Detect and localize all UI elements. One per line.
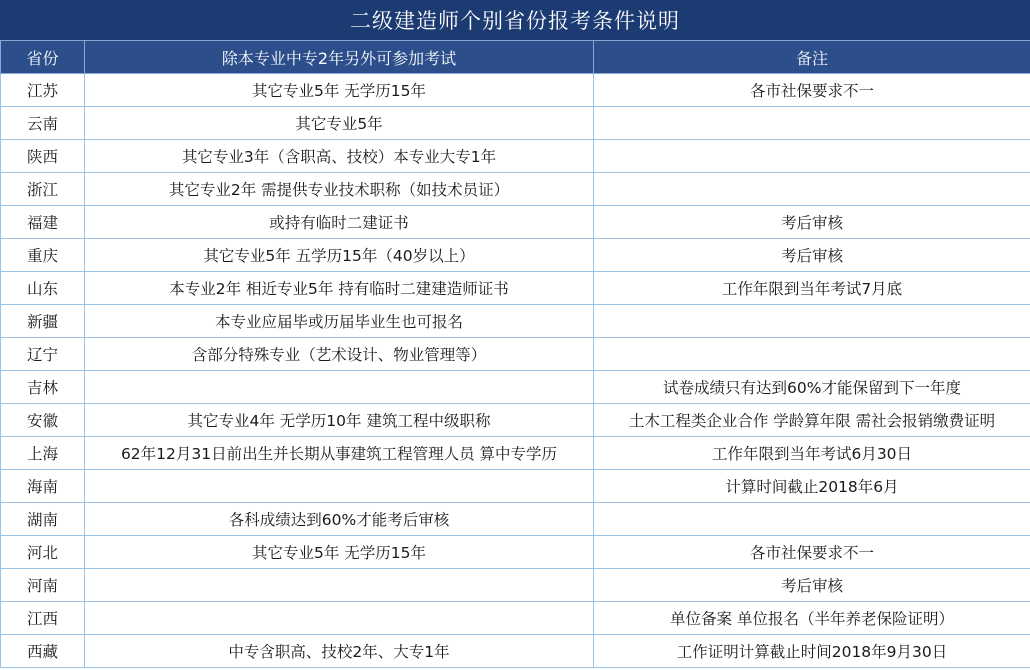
province-cell: 云南: [1, 107, 85, 140]
table-row: [1, 173, 1030, 206]
note-cell: 单位备案 单位报名（半年养老保险证明）: [594, 602, 1030, 635]
province-cell: 湖南: [1, 503, 85, 536]
province-cell: 重庆: [1, 239, 85, 272]
note-cell: 考后审核: [594, 569, 1030, 602]
note-cell: [594, 107, 1030, 140]
province-cell: 海南: [1, 470, 85, 503]
table-row: [1, 338, 1030, 371]
condition-cell: [85, 569, 594, 602]
province-cell: 安徽: [1, 404, 85, 437]
province-cell: 吉林: [1, 371, 85, 404]
note-cell: [594, 305, 1030, 338]
note-cell: [594, 140, 1030, 173]
note-cell: 土木工程类企业合作 学龄算年限 需社会报销缴费证明: [594, 404, 1030, 437]
table-row: [1, 140, 1030, 173]
note-cell: [594, 338, 1030, 371]
note-cell: 工作年限到当年考试6月30日: [594, 437, 1030, 470]
condition-cell: 其它专业5年 无学历15年: [85, 536, 594, 569]
province-cell: 河北: [1, 536, 85, 569]
note-cell: [594, 503, 1030, 536]
table-row: [1, 602, 1030, 635]
condition-cell: 本专业应届毕或历届毕业生也可报名: [85, 305, 594, 338]
table-row: [1, 107, 1030, 140]
condition-cell: 其它专业2年 需提供专业技术职称（如技术员证）: [85, 173, 594, 206]
condition-cell: 其它专业3年（含职高、技校）本专业大专1年: [85, 140, 594, 173]
note-cell: 各市社保要求不一: [594, 536, 1030, 569]
condition-cell: [85, 470, 594, 503]
condition-cell: [85, 602, 594, 635]
note-cell: 考后审核: [594, 239, 1030, 272]
note-cell: 工作证明计算截止时间2018年9月30日: [594, 635, 1030, 668]
table-row: [1, 437, 1030, 470]
province-cell: 西藏: [1, 635, 85, 668]
province-cell: 山东: [1, 272, 85, 305]
table-body: [1, 74, 1030, 668]
condition-cell: 中专含职高、技校2年、大专1年: [85, 635, 594, 668]
table-row: [1, 74, 1030, 107]
table-row: [1, 206, 1030, 239]
condition-cell: 含部分特殊专业（艺术设计、物业管理等）: [85, 338, 594, 371]
table-row: [1, 470, 1030, 503]
condition-cell: 或持有临时二建证书: [85, 206, 594, 239]
condition-cell: 其它专业5年 无学历15年: [85, 74, 594, 107]
table-row: [1, 272, 1030, 305]
province-cell: 福建: [1, 206, 85, 239]
province-cell: 江西: [1, 602, 85, 635]
header-note: 备注: [594, 41, 1030, 74]
condition-cell: 62年12月31日前出生并长期从事建筑工程管理人员 算中专学历: [85, 437, 594, 470]
note-cell: 各市社保要求不一: [594, 74, 1030, 107]
requirements-table: [0, 40, 1030, 668]
condition-cell: 各科成绩达到60%才能考后审核: [85, 503, 594, 536]
header-condition: 除本专业中专2年另外可参加考试: [85, 41, 594, 74]
province-cell: 江苏: [1, 74, 85, 107]
table-row: [1, 404, 1030, 437]
note-cell: 考后审核: [594, 206, 1030, 239]
condition-cell: [85, 371, 594, 404]
province-cell: 辽宁: [1, 338, 85, 371]
table-row: [1, 305, 1030, 338]
table-row: [1, 503, 1030, 536]
note-cell: 计算时间截止2018年6月: [594, 470, 1030, 503]
table-header-row: [1, 41, 1030, 74]
page-title: 二级建造师个别省份报考条件说明: [0, 0, 1030, 40]
table-row: [1, 536, 1030, 569]
province-cell: 上海: [1, 437, 85, 470]
table-row: [1, 371, 1030, 404]
table-row: [1, 239, 1030, 272]
note-cell: 工作年限到当年考试7月底: [594, 272, 1030, 305]
condition-cell: 其它专业5年 五学历15年（40岁以上）: [85, 239, 594, 272]
province-cell: 浙江: [1, 173, 85, 206]
table-row: [1, 635, 1030, 668]
header-province: 省份: [1, 41, 85, 74]
province-cell: 新疆: [1, 305, 85, 338]
condition-cell: 本专业2年 相近专业5年 持有临时二建建造师证书: [85, 272, 594, 305]
condition-cell: 其它专业4年 无学历10年 建筑工程中级职称: [85, 404, 594, 437]
table-row: [1, 569, 1030, 602]
condition-cell: 其它专业5年: [85, 107, 594, 140]
note-cell: [594, 173, 1030, 206]
note-cell: 试卷成绩只有达到60%才能保留到下一年度: [594, 371, 1030, 404]
province-cell: 陕西: [1, 140, 85, 173]
province-cell: 河南: [1, 569, 85, 602]
